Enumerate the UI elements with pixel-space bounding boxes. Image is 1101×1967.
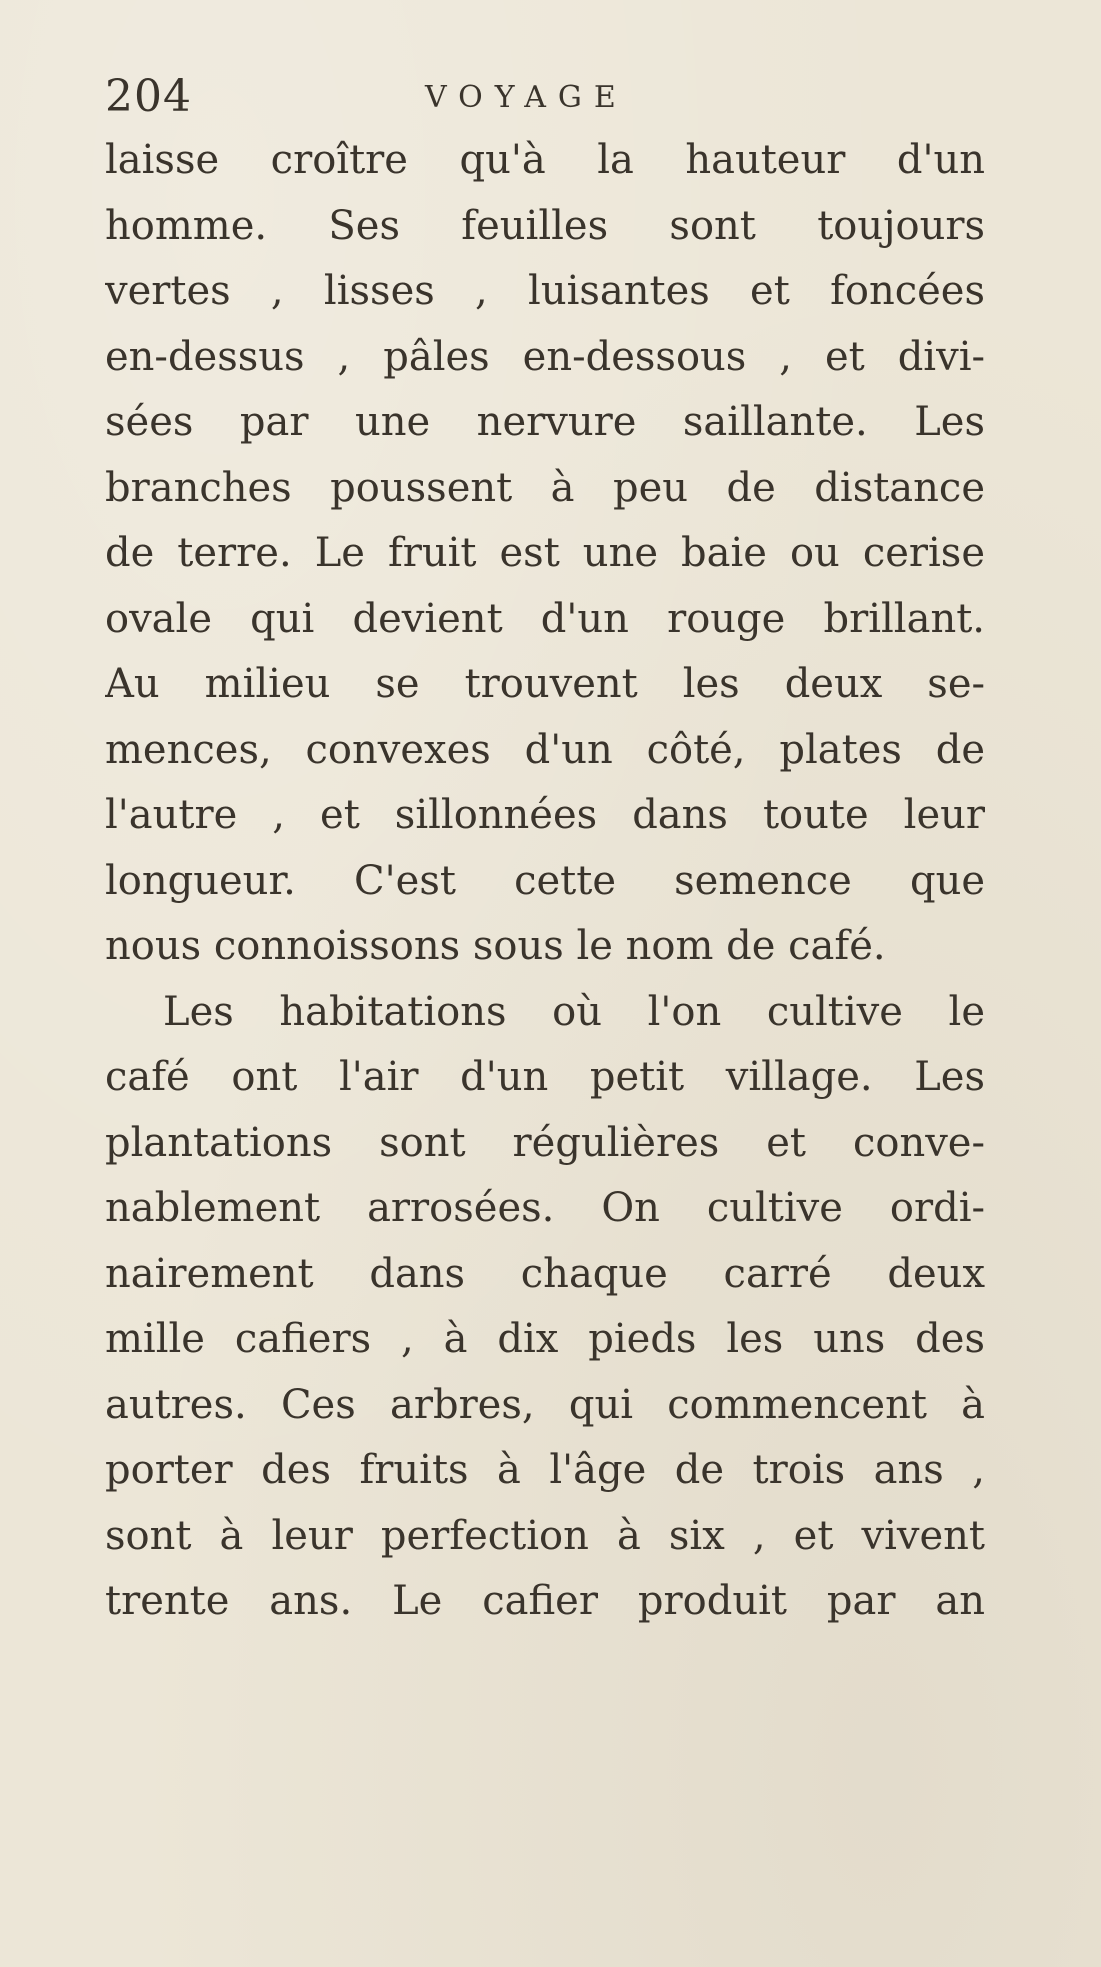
running-head [105,62,985,132]
text-line: laisse croître qu'à la hauteur d'un [105,137,985,183]
text-line: mille cafiers , à dix pieds les uns des [105,1316,985,1362]
body-text [105,128,985,1635]
text-line: plantations sont régulières et conve- [105,1119,985,1166]
text-line: sées par une nervure saillante. Les [105,399,985,445]
running-title: VOYAGE [425,80,628,115]
paragraph-start-line: Les habitations où l'on cultive le [163,988,985,1035]
text-line: porter des fruits à l'âge de trois ans , [105,1447,985,1493]
text-line: mences, convexes d'un côté, plates de [105,726,985,773]
text-line: Au milieu se trouvent les deux se- [105,661,985,707]
text-line: branches poussent à peu de distance [105,464,985,511]
text-line: vertes , lisses , luisantes et foncées [105,268,985,314]
text-line: autres. Ces arbres, qui commencent à [105,1381,985,1428]
page-number: 204 [105,71,192,122]
text-line: sont à leur perfection à six , et vivent [105,1512,985,1559]
text-line: ovale qui devient d'un rouge brillant. [105,595,985,642]
text-line: l'autre , et sillonnées dans toute leur [105,792,985,838]
text-line: de terre. Le fruit est une baie ou cerise [105,530,985,576]
text-line: homme. Ses feuilles sont toujours [105,202,985,249]
text-line: nablement arrosées. On cultive ordi- [105,1185,985,1231]
text-line: trente ans. Le cafier produit par an [105,1578,985,1624]
text-line: café ont l'air d'un petit village. Les [105,1054,985,1100]
text-line: en-dessus , pâles en-dessous , et divi- [105,333,985,380]
text-line: longueur. C'est cette semence que [105,857,985,904]
text-line: nairement dans chaque carré deux [105,1250,985,1297]
text-line: nous connoissons sous le nom de café. [105,923,886,969]
